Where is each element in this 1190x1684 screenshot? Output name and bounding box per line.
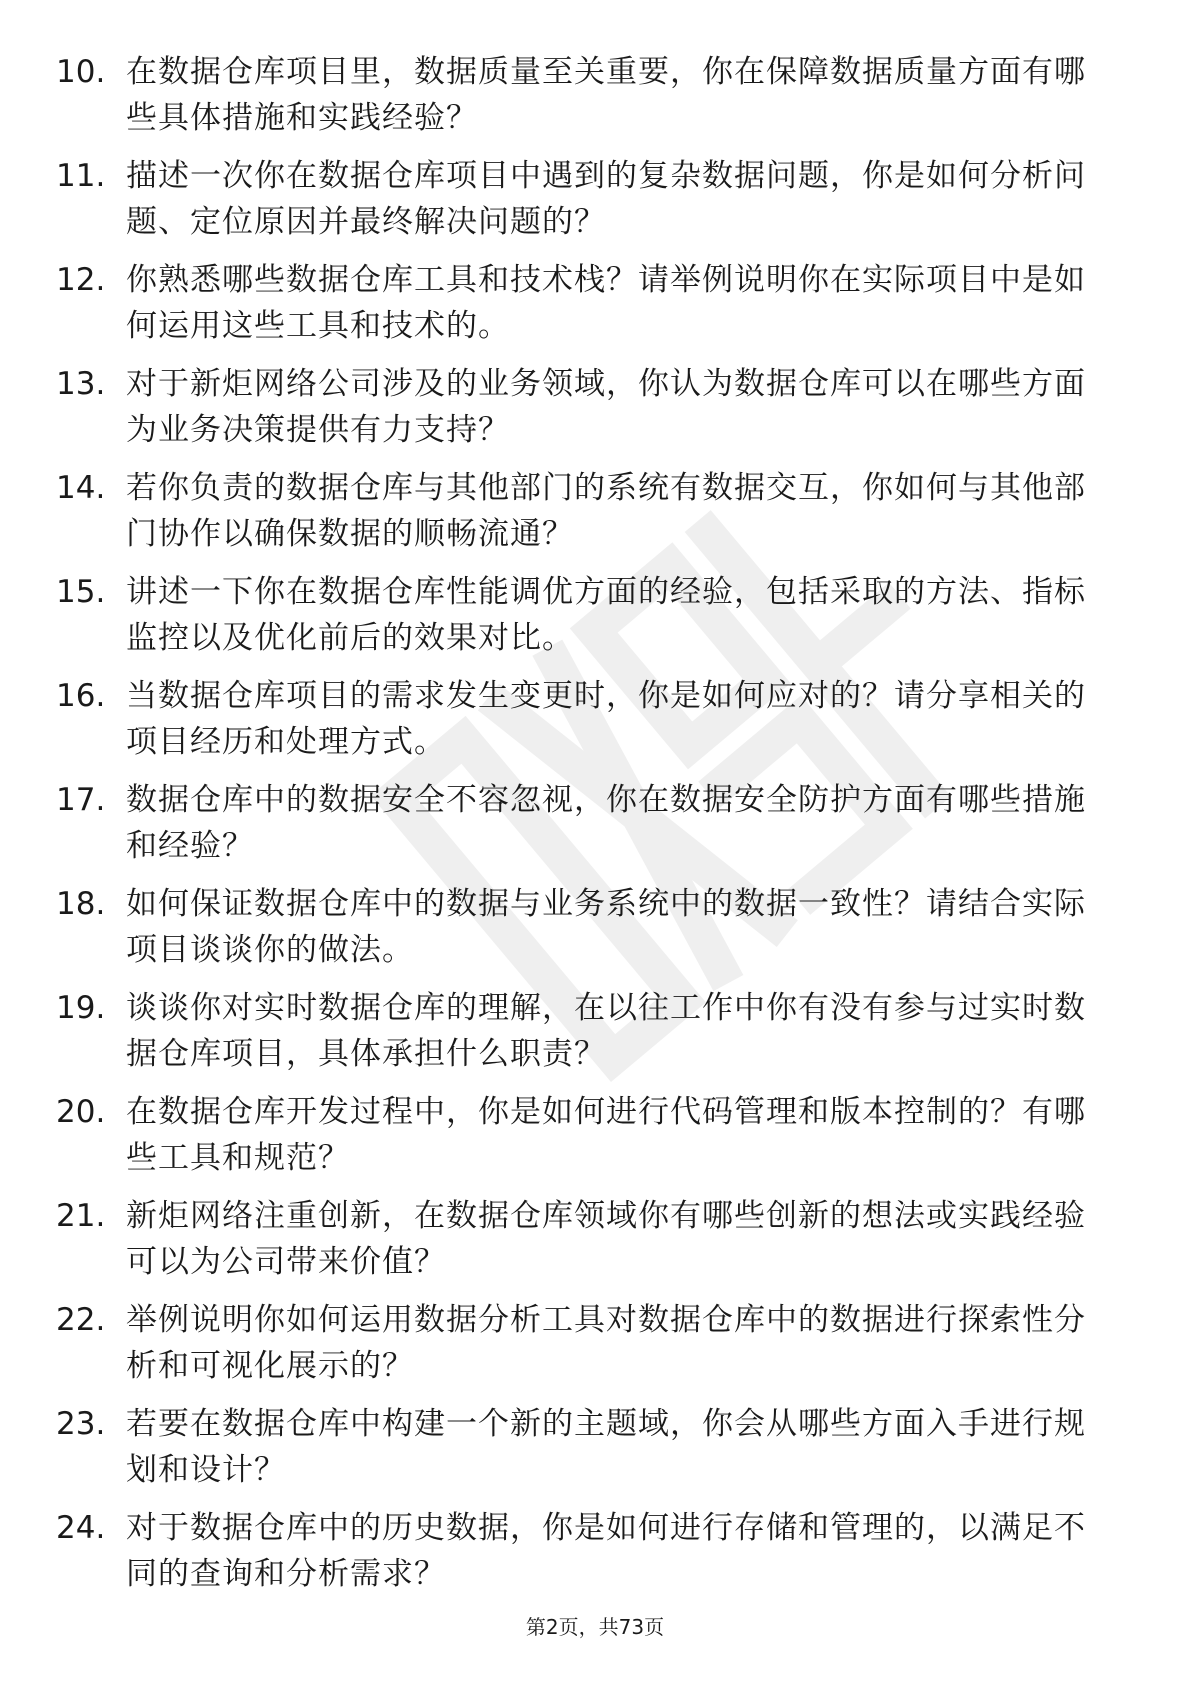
question-number: 14. <box>56 470 106 506</box>
question-text: 如何保证数据仓库中的数据与业务系统中的数据一致性？请结合实际项目谈谈你的做法。 <box>126 886 1086 968</box>
question-number: 11. <box>56 158 106 194</box>
question-item <box>0 1191 1190 1295</box>
question-text: 若你负责的数据仓库与其他部门的系统有数据交互，你如何与其他部门协作以确保数据的顺畅流通？ <box>126 470 1086 552</box>
question-item <box>0 1503 1190 1607</box>
question-item <box>0 151 1190 255</box>
question-number: 17. <box>56 782 106 818</box>
question-item <box>0 671 1190 775</box>
question-text: 新炬网络注重创新，在数据仓库领域你有哪些创新的想法或实践经验可以为公司带来价值？ <box>126 1198 1086 1280</box>
question-item <box>0 359 1190 463</box>
question-number: 22. <box>56 1302 106 1338</box>
question-text: 谈谈你对实时数据仓库的理解，在以往工作中你有没有参与过实时数据仓库项目，具体承担什么职责？ <box>126 990 1086 1072</box>
question-number: 23. <box>56 1406 106 1442</box>
question-text: 当数据仓库项目的需求发生变更时，你是如何应对的？请分享相关的项目经历和处理方式。 <box>126 678 1086 760</box>
question-text: 对于新炬网络公司涉及的业务领域，你认为数据仓库可以在哪些方面为业务决策提供有力支持？ <box>126 366 1086 448</box>
question-text: 讲述一下你在数据仓库性能调优方面的经验，包括采取的方法、指标监控以及优化前后的效果对比。 <box>126 574 1086 656</box>
question-text: 若要在数据仓库中构建一个新的主题域，你会从哪些方面入手进行规划和设计？ <box>126 1406 1086 1488</box>
question-item <box>0 1399 1190 1503</box>
question-number: 10. <box>56 54 106 90</box>
question-number: 19. <box>56 990 106 1026</box>
question-item <box>0 1295 1190 1399</box>
question-text: 对于数据仓库中的历史数据，你是如何进行存储和管理的，以满足不同的查询和分析需求？ <box>126 1510 1086 1592</box>
question-item <box>0 47 1190 151</box>
question-item <box>0 463 1190 567</box>
question-item <box>0 879 1190 983</box>
question-number: 13. <box>56 366 106 402</box>
question-text: 举例说明你如何运用数据分析工具对数据仓库中的数据进行探索性分析和可视化展示的？ <box>126 1302 1086 1384</box>
question-item <box>0 567 1190 671</box>
question-text: 在数据仓库开发过程中，你是如何进行代码管理和版本控制的？有哪些工具和规范？ <box>126 1094 1086 1176</box>
question-text: 你熟悉哪些数据仓库工具和技术栈？请举例说明你在实际项目中是如何运用这些工具和技术的。 <box>126 262 1086 344</box>
question-number: 24. <box>56 1510 106 1546</box>
question-text: 描述一次你在数据仓库项目中遇到的复杂数据问题，你是如何分析问题、定位原因并最终解决问题的？ <box>126 158 1086 240</box>
question-number: 16. <box>56 678 106 714</box>
question-number: 21. <box>56 1198 106 1234</box>
page-indicator: 第2页，共73页 <box>525 1615 665 1639</box>
question-number: 18. <box>56 886 106 922</box>
question-item <box>0 255 1190 359</box>
question-number: 12. <box>56 262 106 298</box>
question-text: 数据仓库中的数据安全不容忽视，你在数据安全防护方面有哪些措施和经验？ <box>126 782 1086 864</box>
question-number: 20. <box>56 1094 106 1130</box>
question-item <box>0 1087 1190 1191</box>
question-number: 15. <box>56 574 106 610</box>
question-text: 在数据仓库项目里，数据质量至关重要，你在保障数据质量方面有哪些具体措施和实践经验？ <box>126 54 1086 136</box>
question-list <box>0 47 1190 1607</box>
question-item <box>0 983 1190 1087</box>
question-item <box>0 775 1190 879</box>
